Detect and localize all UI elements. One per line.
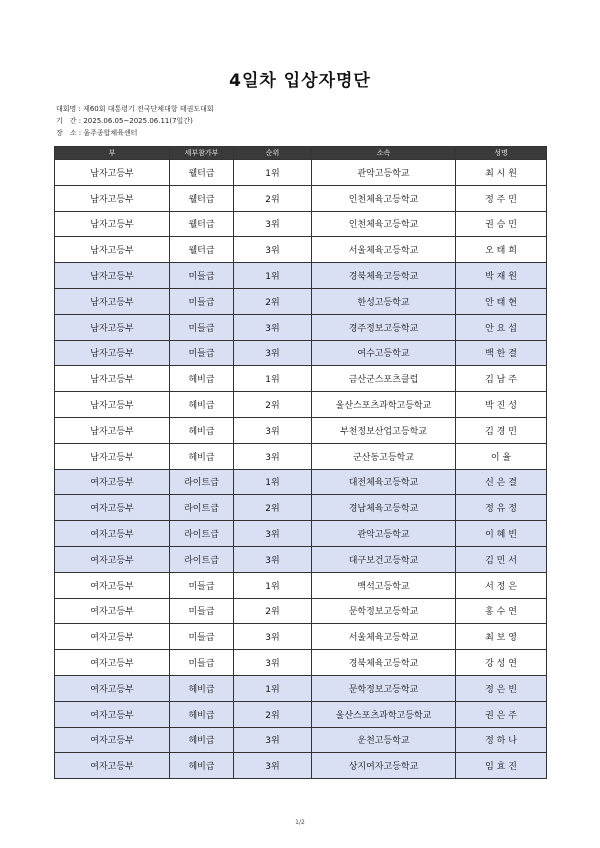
school-cell: 서울체육고등학교: [312, 624, 456, 650]
rank-cell: 3위: [234, 521, 312, 547]
table-row: [55, 650, 547, 676]
division-cell: 남자고등부: [55, 185, 170, 211]
rank-cell: 3위: [234, 237, 312, 263]
table-row: [55, 546, 547, 572]
division-cell: 여자고등부: [55, 753, 170, 779]
weight-class-cell: 헤비급: [170, 753, 234, 779]
division-cell: 남자고등부: [55, 392, 170, 418]
weight-class-cell: 헤비급: [170, 701, 234, 727]
school-cell: 인천체육고등학교: [312, 211, 456, 237]
rank-cell: 3위: [234, 211, 312, 237]
school-cell: 문학정보고등학교: [312, 598, 456, 624]
school-cell: 울산스포츠과학고등학교: [312, 392, 456, 418]
rank-cell: 3위: [234, 417, 312, 443]
division-cell: 여자고등부: [55, 521, 170, 547]
name-cell: 홍 수 연: [456, 598, 547, 624]
event-name: 대회명 : 제60회 대통령기 전국단체대항 태권도대회: [56, 105, 214, 113]
name-cell: 이 율: [456, 443, 547, 469]
weight-class-cell: 라이트급: [170, 495, 234, 521]
school-cell: 경남체육고등학교: [312, 495, 456, 521]
division-cell: 남자고등부: [55, 211, 170, 237]
table-row: [55, 340, 547, 366]
name-cell: 김 민 서: [456, 546, 547, 572]
rank-cell: 3위: [234, 546, 312, 572]
table-header-row: [55, 147, 547, 160]
school-cell: 상지여자고등학교: [312, 753, 456, 779]
name-cell: 정 유 정: [456, 495, 547, 521]
name-cell: 이 혜 빈: [456, 521, 547, 547]
weight-class-cell: 웰터급: [170, 237, 234, 263]
header-school: 소속: [312, 147, 456, 160]
table-row: [55, 366, 547, 392]
results-table: [54, 146, 547, 779]
header-weight-class: 세부참가부: [170, 147, 234, 160]
weight-class-cell: 미들급: [170, 314, 234, 340]
table-row: [55, 443, 547, 469]
header-division: 부: [55, 147, 170, 160]
division-cell: 남자고등부: [55, 417, 170, 443]
school-cell: 문학정보고등학교: [312, 675, 456, 701]
division-cell: 여자고등부: [55, 727, 170, 753]
rank-cell: 2위: [234, 288, 312, 314]
rank-cell: 3위: [234, 624, 312, 650]
name-cell: 서 정 은: [456, 572, 547, 598]
division-cell: 여자고등부: [55, 624, 170, 650]
school-cell: 경북체육고등학교: [312, 650, 456, 676]
page-title: 4일차 입상자명단: [229, 71, 371, 91]
division-cell: 여자고등부: [55, 572, 170, 598]
table-row: [55, 211, 547, 237]
event-venue: 장 소 : 울주종합체육센터: [56, 129, 138, 137]
page-number: 1/2: [295, 819, 305, 826]
header-rank: 순위: [234, 147, 312, 160]
table-row: [55, 288, 547, 314]
weight-class-cell: 헤비급: [170, 727, 234, 753]
weight-class-cell: 미들급: [170, 340, 234, 366]
weight-class-cell: 헤비급: [170, 392, 234, 418]
rank-cell: 3위: [234, 340, 312, 366]
table-row: [55, 263, 547, 289]
division-cell: 남자고등부: [55, 443, 170, 469]
weight-class-cell: 웰터급: [170, 160, 234, 186]
division-cell: 여자고등부: [55, 495, 170, 521]
name-cell: 최 시 원: [456, 160, 547, 186]
division-cell: 남자고등부: [55, 160, 170, 186]
weight-class-cell: 미들급: [170, 624, 234, 650]
name-cell: 김 경 민: [456, 417, 547, 443]
table-row: [55, 598, 547, 624]
table-row: [55, 701, 547, 727]
school-cell: 대구보건고등학교: [312, 546, 456, 572]
name-cell: 김 남 주: [456, 366, 547, 392]
table-row: [55, 572, 547, 598]
division-cell: 남자고등부: [55, 314, 170, 340]
weight-class-cell: 웰터급: [170, 211, 234, 237]
name-cell: 신 은 결: [456, 469, 547, 495]
rank-cell: 1위: [234, 572, 312, 598]
name-cell: 백 한 결: [456, 340, 547, 366]
division-cell: 남자고등부: [55, 237, 170, 263]
school-cell: 인천체육고등학교: [312, 185, 456, 211]
rank-cell: 3위: [234, 753, 312, 779]
name-cell: 박 재 원: [456, 263, 547, 289]
division-cell: 여자고등부: [55, 650, 170, 676]
rank-cell: 2위: [234, 185, 312, 211]
school-cell: 경북체육고등학교: [312, 263, 456, 289]
table-row: [55, 469, 547, 495]
division-cell: 남자고등부: [55, 288, 170, 314]
rank-cell: 1위: [234, 469, 312, 495]
rank-cell: 2위: [234, 701, 312, 727]
table-row: [55, 495, 547, 521]
weight-class-cell: 라이트급: [170, 546, 234, 572]
name-cell: 권 승 민: [456, 211, 547, 237]
school-cell: 운천고등학교: [312, 727, 456, 753]
weight-class-cell: 라이트급: [170, 521, 234, 547]
weight-class-cell: 헤비급: [170, 417, 234, 443]
table-row: [55, 521, 547, 547]
school-cell: 군산동고등학교: [312, 443, 456, 469]
school-cell: 여수고등학교: [312, 340, 456, 366]
weight-class-cell: 헤비급: [170, 443, 234, 469]
table-row: [55, 727, 547, 753]
rank-cell: 3위: [234, 650, 312, 676]
name-cell: 임 효 진: [456, 753, 547, 779]
division-cell: 남자고등부: [55, 340, 170, 366]
rank-cell: 1위: [234, 263, 312, 289]
table-row: [55, 314, 547, 340]
rank-cell: 1위: [234, 366, 312, 392]
table-row: [55, 675, 547, 701]
table-row: [55, 237, 547, 263]
division-cell: 여자고등부: [55, 469, 170, 495]
table-row: [55, 392, 547, 418]
rank-cell: 3위: [234, 314, 312, 340]
table-row: [55, 624, 547, 650]
event-period: 기 간 : 2025.06.05~2025.06.11(7일간): [56, 117, 193, 125]
division-cell: 여자고등부: [55, 701, 170, 727]
rank-cell: 1위: [234, 160, 312, 186]
division-cell: 남자고등부: [55, 366, 170, 392]
division-cell: 남자고등부: [55, 263, 170, 289]
weight-class-cell: 미들급: [170, 572, 234, 598]
name-cell: 안 요 섭: [456, 314, 547, 340]
rank-cell: 1위: [234, 675, 312, 701]
division-cell: 여자고등부: [55, 598, 170, 624]
rank-cell: 2위: [234, 598, 312, 624]
table-row: [55, 185, 547, 211]
weight-class-cell: 헤비급: [170, 675, 234, 701]
rank-cell: 3위: [234, 727, 312, 753]
school-cell: 백석고등학교: [312, 572, 456, 598]
school-cell: 경주정보고등학교: [312, 314, 456, 340]
name-cell: 박 진 성: [456, 392, 547, 418]
table-row: [55, 417, 547, 443]
weight-class-cell: 헤비급: [170, 366, 234, 392]
name-cell: 정 하 나: [456, 727, 547, 753]
school-cell: 울산스포츠과학고등학교: [312, 701, 456, 727]
name-cell: 권 은 주: [456, 701, 547, 727]
rank-cell: 2위: [234, 495, 312, 521]
name-cell: 최 보 영: [456, 624, 547, 650]
school-cell: 대전체육고등학교: [312, 469, 456, 495]
rank-cell: 3위: [234, 443, 312, 469]
division-cell: 여자고등부: [55, 675, 170, 701]
name-cell: 오 태 희: [456, 237, 547, 263]
school-cell: 한성고등학교: [312, 288, 456, 314]
table-row: [55, 160, 547, 186]
school-cell: 관악고등학교: [312, 160, 456, 186]
division-cell: 여자고등부: [55, 546, 170, 572]
weight-class-cell: 라이트급: [170, 469, 234, 495]
weight-class-cell: 미들급: [170, 288, 234, 314]
name-cell: 정 주 민: [456, 185, 547, 211]
table-row: [55, 753, 547, 779]
school-cell: 부천정보산업고등학교: [312, 417, 456, 443]
weight-class-cell: 미들급: [170, 650, 234, 676]
weight-class-cell: 미들급: [170, 263, 234, 289]
weight-class-cell: 미들급: [170, 598, 234, 624]
school-cell: 금산군스포츠클럽: [312, 366, 456, 392]
school-cell: 관악고등학교: [312, 521, 456, 547]
weight-class-cell: 웰터급: [170, 185, 234, 211]
rank-cell: 2위: [234, 392, 312, 418]
name-cell: 강 성 연: [456, 650, 547, 676]
name-cell: 안 태 현: [456, 288, 547, 314]
school-cell: 서울체육고등학교: [312, 237, 456, 263]
header-name: 성명: [456, 147, 547, 160]
name-cell: 정 은 빈: [456, 675, 547, 701]
